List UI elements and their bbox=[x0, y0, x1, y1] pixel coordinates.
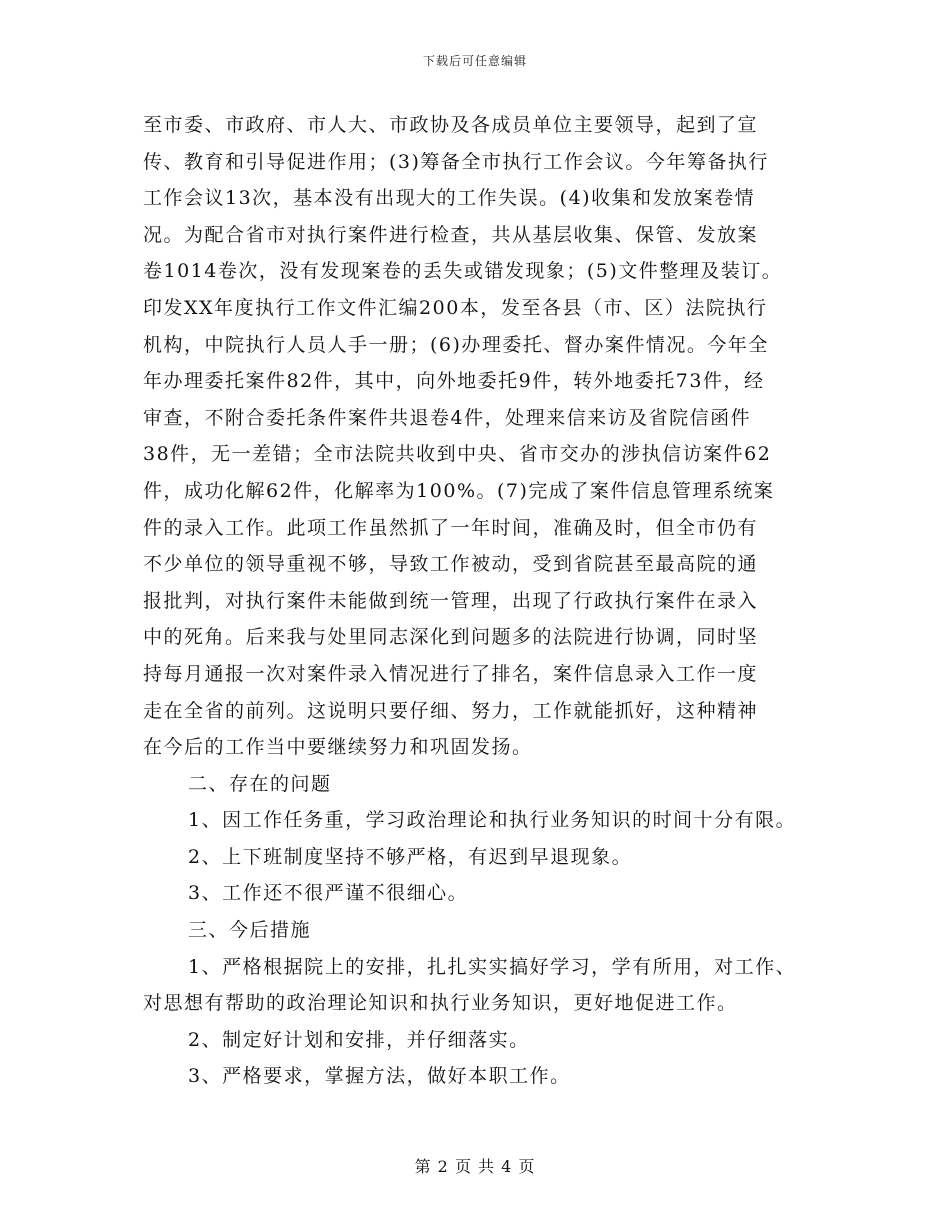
body-line: 件的录入工作。此项工作虽然抓了一年时间，准确及时，但全市仍有 bbox=[143, 516, 759, 539]
measure-item-3: 3、严格要求，掌握方法，做好本职工作。 bbox=[188, 1065, 571, 1088]
body-line: 年办理委托案件82件，其中，向外地委托9件，转外地委托73件，经 bbox=[143, 370, 765, 393]
body-line: 印发XX年度执行工作文件汇编200本，发至各县（市、区）法院执行 bbox=[143, 296, 768, 319]
problem-item: 3、工作还不很严谨不很细心。 bbox=[188, 882, 469, 905]
section-heading-problems: 二、存在的问题 bbox=[188, 772, 332, 795]
body-line: 持每月通报一次对案件录入情况进行了排名，案件信息录入工作一度 bbox=[143, 662, 759, 685]
section-heading-measures: 三、今后措施 bbox=[188, 919, 312, 942]
body-line: 件，成功化解62件，化解率为100%。(7)完成了案件信息管理系统案 bbox=[143, 479, 775, 502]
body-line: 传、教育和引导促进作用；(3)筹备全市执行工作会议。今年筹备执行 bbox=[143, 150, 769, 173]
body-line: 况。为配合省市对执行案件进行检查，共从基层收集、保管、发放案 bbox=[143, 223, 759, 246]
document-body bbox=[143, 107, 833, 1095]
problem-item: 1、因工作任务重，学习政治理论和执行业务知识的时间十分有限。 bbox=[188, 809, 797, 832]
body-line: 工作会议13次，基本没有出现大的工作失误。(4)收集和发放案卷情 bbox=[143, 187, 756, 210]
body-line: 38件，无一差错；全市法院共收到中央、省市交办的涉执信访案件62 bbox=[143, 443, 772, 466]
measure-item-1-line-2: 对思想有帮助的政治理论知识和执行业务知识，更好地促进工作。 bbox=[143, 992, 738, 1015]
body-line: 走在全省的前列。这说明只要仔细、努力，工作就能抓好，这种精神 bbox=[143, 699, 759, 722]
body-line: 不少单位的领导重视不够，导致工作被动，受到省院甚至最高院的通 bbox=[143, 553, 759, 576]
page-header: 下载后可任意编辑 bbox=[422, 54, 527, 68]
body-line: 卷1014卷次，没有发现案卷的丢失或错发现象；(5)文件整理及装订。 bbox=[143, 260, 783, 283]
problem-item: 2、上下班制度坚持不够严格，有迟到早退现象。 bbox=[188, 845, 633, 868]
page-footer: 第 2 页 共 4 页 bbox=[414, 1157, 536, 1176]
body-line: 报批判，对执行案件未能做到统一管理，出现了行政执行案件在录入 bbox=[143, 589, 759, 612]
measure-item-2: 2、制定好计划和安排，并仔细落实。 bbox=[188, 1028, 530, 1051]
body-line: 中的死角。后来我与处里同志深化到问题多的法院进行协调，同时坚 bbox=[143, 626, 759, 649]
body-line: 机构，中院执行人员人手一册；(6)办理委托、督办案件情况。今年全 bbox=[143, 333, 769, 356]
body-line: 审查，不附合委托条件案件共退卷4件，处理来信来访及省院信函件 bbox=[143, 406, 752, 429]
body-line: 在今后的工作当中要继续努力和巩固发扬。 bbox=[143, 736, 533, 759]
measure-item-1-line-1: 1、严格根据院上的安排，扎扎实实搞好学习，学有所用，对工作、 bbox=[188, 955, 797, 978]
body-line: 至市委、市政府、市人大、市政协及各成员单位主要领导，起到了宣 bbox=[143, 114, 759, 136]
